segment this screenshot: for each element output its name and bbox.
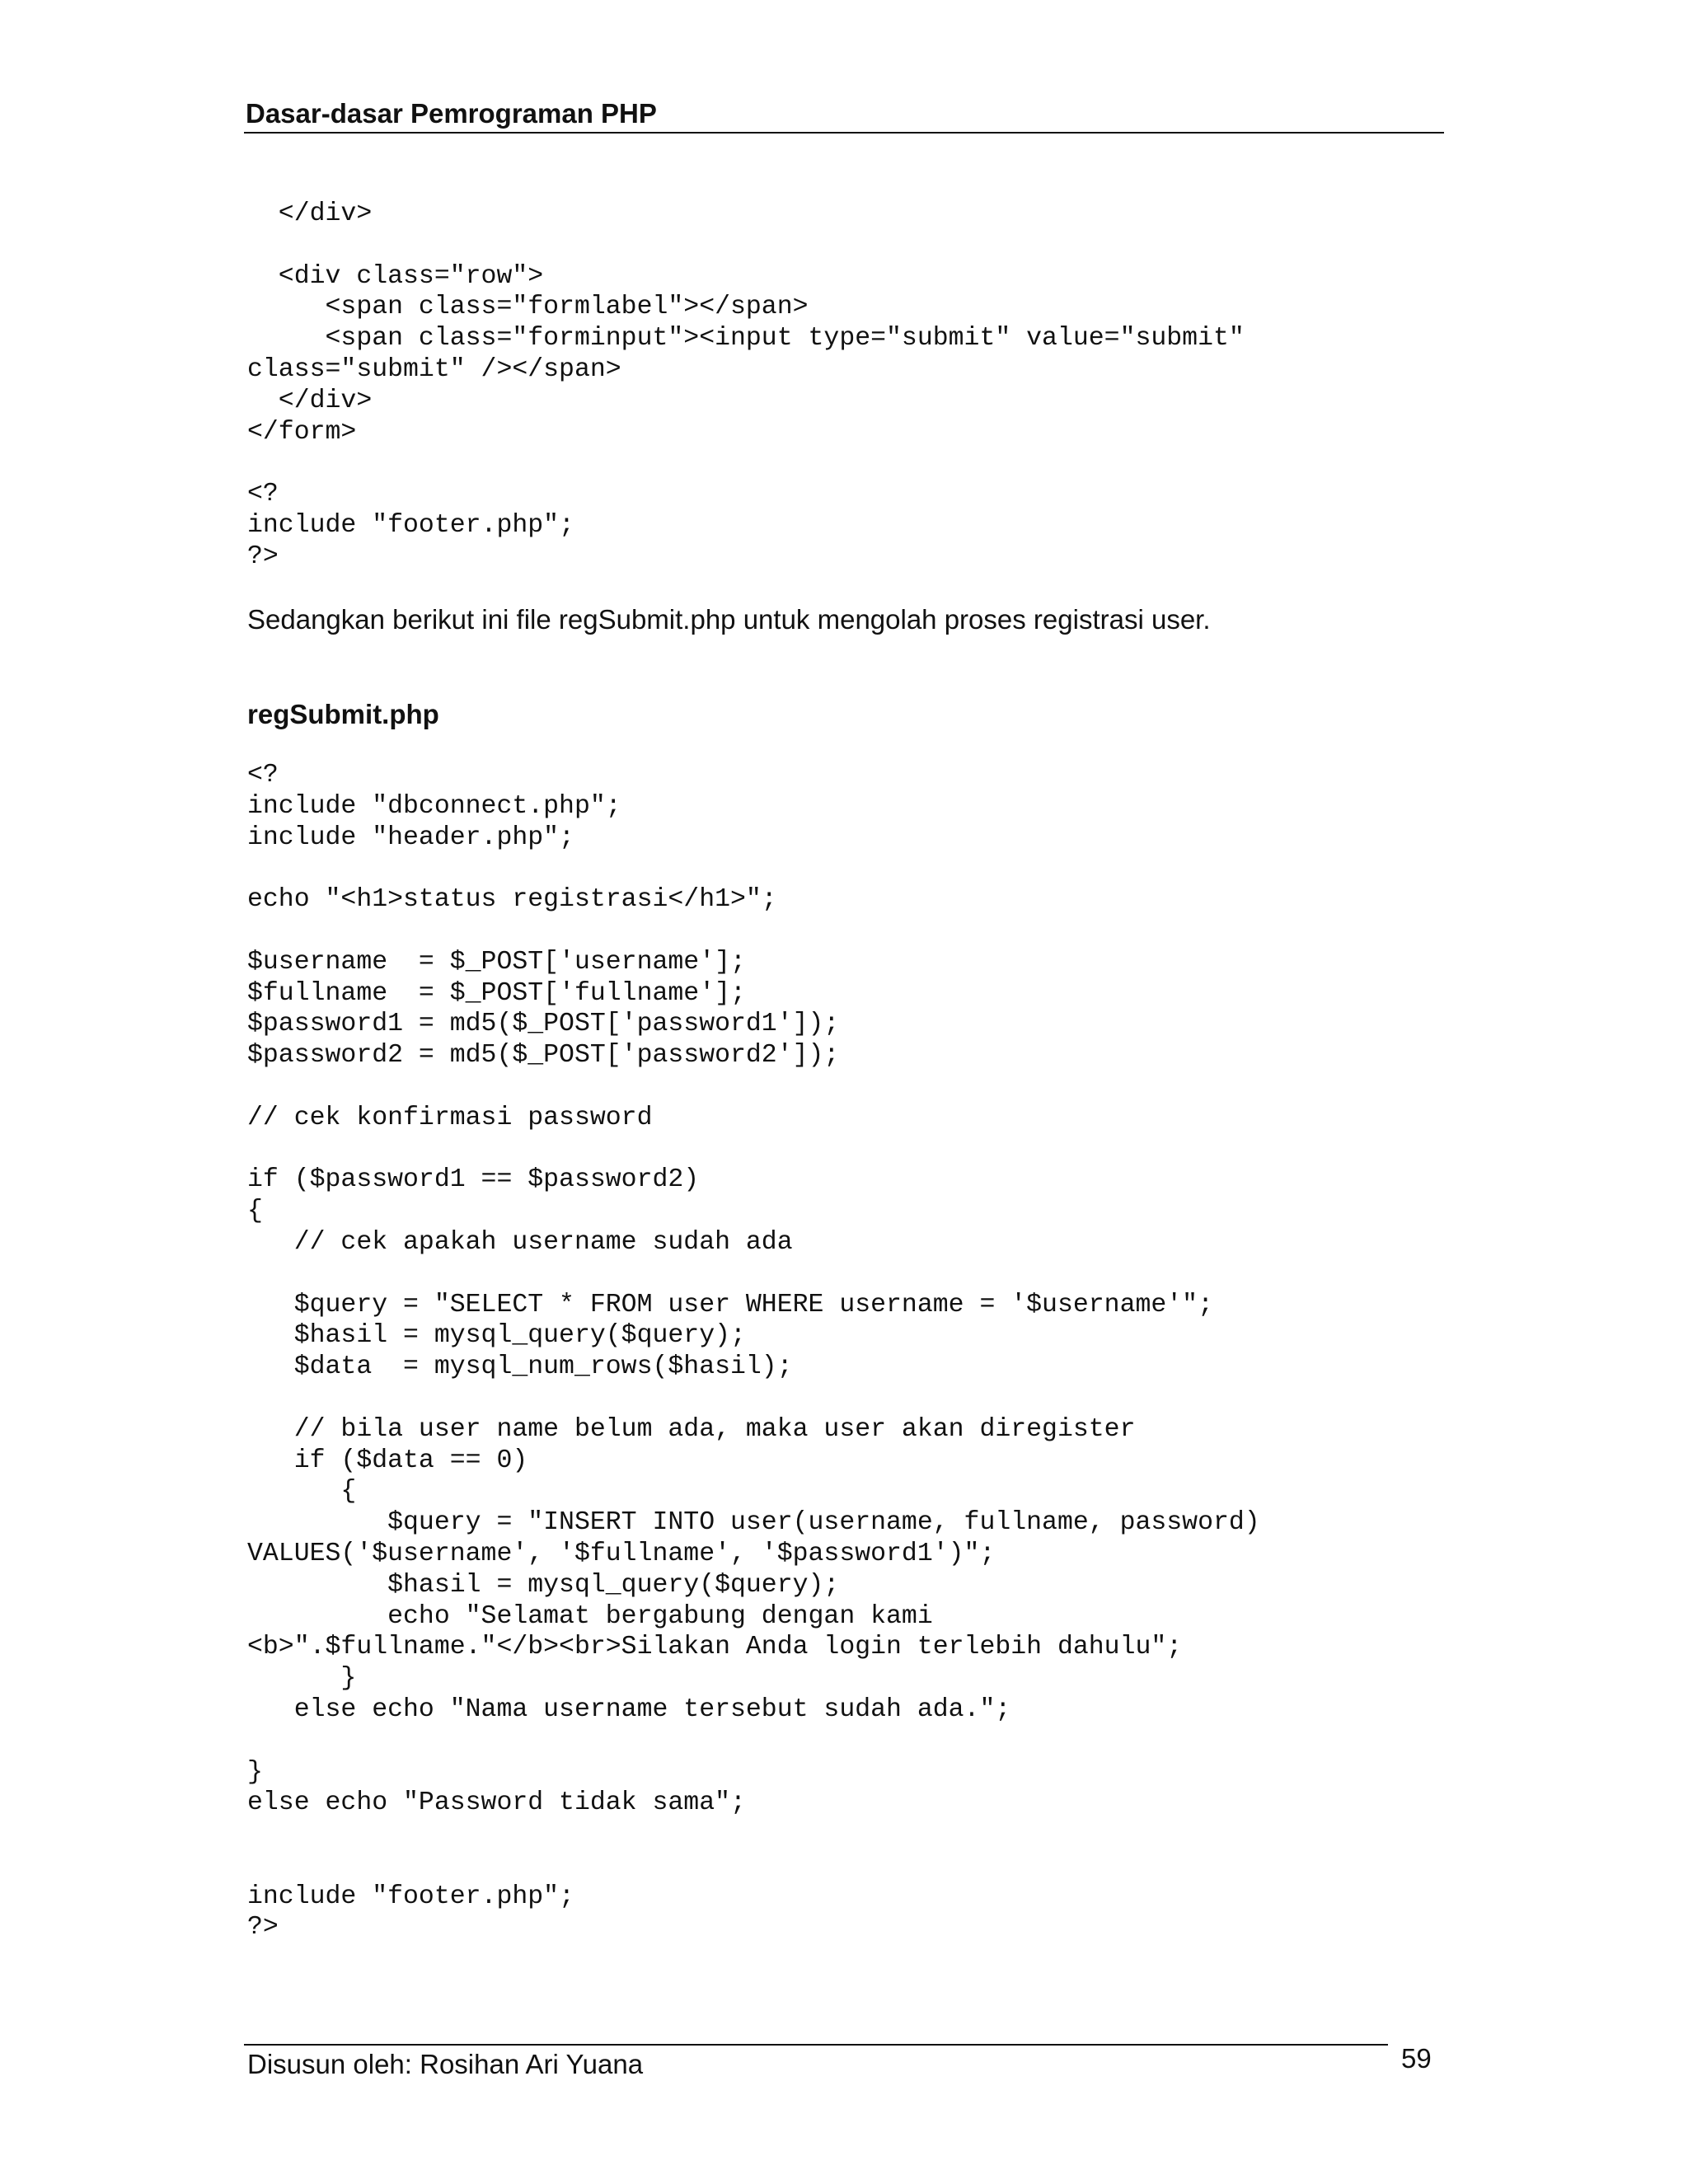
code-listing-form-end: </div> <div class="row"> <span class="formlabel"></span> <span class="forminput"><input type="submit" value="submit" class="submit" /></span> </div> </form> <? include "footer.php"; ?> — [247, 199, 1245, 571]
code-listing-regsubmit: <? include "dbconnect.php"; include "header.php"; echo "<h1>status registrasi</h1>"; $username = $_POST['username']; $fullname = $_POST['fullname']; $password1 = md5($_POST['password1']); $password2 = md5($_POST['password2']); // cek konfirmasi password if ($password1 == $password2) { // cek apakah username sudah ada $query = "SELECT * FROM user WHERE username = '$username'"; $hasil = mysql_query($query); $data = mysql_num_rows($hasil); // bila user name belum ada, maka user akan diregister if ($data == 0) { $query = "INSERT INTO user(username, fullname, password) VALUES('$username', '$fullname', '$password1')"; $hasil = mysql_query($query); echo "Selamat bergabung dengan kami <b>".$fullname."</b><br>Silakan Anda login terlebih dahulu"; } else echo "Nama username tersebut sudah ada."; } else echo "Password tidak sama"; include "footer.php"; ?> — [247, 761, 1260, 1943]
page-number: 59 — [1401, 2043, 1432, 2074]
running-header-title: Dasar-dasar Pemrograman PHP — [246, 98, 657, 129]
section-heading-regsubmit: regSubmit.php — [247, 699, 439, 729]
footer-divider — [244, 2044, 1388, 2046]
footer-author: Disusun oleh: Rosihan Ari Yuana — [247, 2049, 644, 2079]
header-divider — [244, 132, 1444, 134]
body-paragraph: Sedangkan berikut ini file regSubmit.php untuk mengolah proses registrasi user. — [247, 604, 1211, 635]
